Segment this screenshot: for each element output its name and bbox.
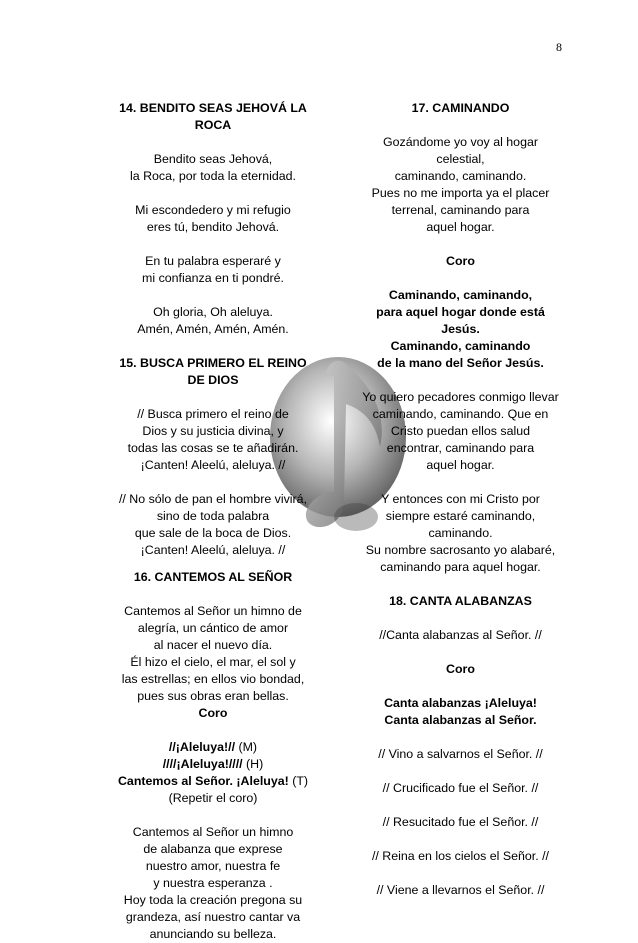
song-title: ROCA — [194, 118, 232, 132]
lyric-line: sino de toda palabra — [156, 509, 270, 523]
lyric-line: terrenal, caminando para — [391, 203, 530, 217]
chorus-line: Caminando, caminando, — [388, 288, 533, 302]
chorus-line: Canta alabanzas al Señor. — [384, 713, 537, 727]
song-title: 17. CAMINANDO — [411, 101, 510, 115]
lyric-line: Él hizo el cielo, el mar, el sol y — [130, 655, 296, 669]
lyric-line: Amén, Amén, Amén, Amén. — [137, 322, 289, 336]
lyric-line: ¡Canten! Aleelú, aleluya. // — [140, 543, 286, 557]
chorus-line — [111, 773, 315, 790]
lyric-line: eres tú, bendito Jehová. — [146, 220, 280, 234]
lyric-line: las estrellas; en ellos vio bondad, — [121, 672, 305, 686]
page-number: 8 — [556, 40, 562, 54]
lyric-line: pues sus obras eran bellas. — [137, 689, 289, 703]
song-title: 15. BUSCA PRIMERO EL REINO — [119, 356, 307, 370]
lyric-line: (Repetir el coro) — [168, 791, 258, 805]
chorus-line: de la mano del Señor Jesús. — [377, 356, 544, 370]
song-title: 14. BENDITO SEAS JEHOVÁ LA — [119, 101, 307, 115]
lyric-line: que sale de la boca de Dios. — [134, 526, 292, 540]
voice-marker: (M) — [235, 740, 258, 754]
lyric-line: de alabanza que exprese — [143, 842, 283, 856]
lyric-line: aquel hogar. — [426, 220, 495, 234]
lyric-line: Hoy toda la creación pregona su — [123, 893, 303, 907]
lyric-line: Mi escondedero y mi refugio — [135, 203, 291, 217]
voice-marker: (T) — [288, 774, 309, 788]
lyric-line: //Canta alabanzas al Señor. // — [379, 628, 542, 642]
lyric-line: celestial, — [436, 152, 485, 166]
chorus-text: ////¡Aleluya!//// — [162, 757, 243, 771]
lyric-line: ¡Canten! Aleelú, aleluya. // — [140, 458, 286, 472]
lyric-line: mi confianza en ti pondré. — [142, 271, 284, 285]
lyric-line: encontrar, caminando para — [386, 441, 535, 455]
lyric-line: alegría, un cántico de amor — [137, 621, 289, 635]
lyric-line: Bendito seas Jehová, — [153, 152, 273, 166]
lyric-line: la Roca, por toda la eternidad. — [129, 169, 296, 183]
lyric-line: Yo quiero pecadores conmigo llevar — [362, 390, 559, 404]
chorus-label: Coro — [198, 706, 228, 720]
lyric-line: caminando para aquel hogar. — [380, 560, 541, 574]
chorus-line: Canta alabanzas ¡Aleluya! — [384, 696, 537, 710]
left-column — [111, 100, 315, 943]
chorus-text: Cantemos al Señor. ¡Aleluya! — [117, 774, 289, 788]
lyric-line: Cantemos al Señor un himno de — [124, 604, 302, 618]
chorus-line: Caminando, caminando — [390, 339, 531, 353]
chorus-label: Coro — [446, 662, 475, 676]
lyric-line: siempre estaré caminando, — [385, 509, 536, 523]
lyric-line: Cantemos al Señor un himno — [132, 825, 294, 839]
chorus-label: Coro — [446, 254, 475, 268]
lyric-line: aquel hogar. — [426, 458, 495, 472]
lyric-line: caminando. — [428, 526, 493, 540]
lyric-line: Cristo puedan ellos salud — [390, 424, 531, 438]
chorus-line — [111, 756, 315, 773]
lyric-line: // Reina en los cielos el Señor. // — [371, 849, 549, 863]
lyric-line: // Crucificado fue el Señor. // — [382, 781, 539, 795]
song-title: 18. CANTA ALABANZAS — [389, 594, 532, 608]
lyric-line: // Resucitado fue el Señor. // — [382, 815, 539, 829]
song-title: DE DIOS — [187, 373, 239, 387]
lyric-line: todas las cosas se te añadirán. — [127, 441, 299, 455]
lyric-line: anunciando su belleza. — [149, 927, 277, 941]
lyric-line: y nuestra esperanza . — [153, 876, 273, 890]
chorus-line: Jesús. — [441, 322, 480, 336]
lyric-line: grandeza, así nuestro cantar va — [125, 910, 301, 924]
lyric-line: Gozándome yo voy al hogar — [383, 135, 538, 149]
chorus-line: para aquel hogar donde está — [376, 305, 545, 319]
lyric-line: nuestro amor, nuestra fe — [145, 859, 281, 873]
lyric-line: En tu palabra esperaré y — [145, 254, 281, 268]
lyric-line: // Viene a llevarnos el Señor. // — [376, 883, 545, 897]
lyric-line: Pues no me importa ya el placer — [371, 186, 550, 200]
lyric-line: Oh gloria, Oh aleluya. — [153, 305, 273, 319]
song-title: 16. CANTEMOS AL SEÑOR — [133, 570, 293, 584]
right-column — [355, 100, 566, 899]
lyric-line: caminando, caminando. Que en — [372, 407, 549, 421]
lyric-line: caminando, caminando. — [394, 169, 527, 183]
lyric-line: Su nombre sacrosanto yo alabaré, — [365, 543, 556, 557]
lyric-line: Dios y su justicia divina, y — [142, 424, 284, 438]
lyric-line: // Busca primero el reino de — [137, 407, 289, 421]
chorus-text: //¡Aleluya!// — [168, 740, 236, 754]
lyric-line: // Vino a salvarnos el Señor. // — [378, 747, 543, 761]
lyric-line: al nacer el nuevo día. — [153, 638, 273, 652]
lyric-line: // No sólo de pan el hombre vivirá, — [118, 492, 308, 506]
voice-marker: (H) — [242, 757, 264, 771]
lyric-line: Y entonces con mi Cristo por — [381, 492, 540, 506]
chorus-line — [111, 739, 315, 756]
